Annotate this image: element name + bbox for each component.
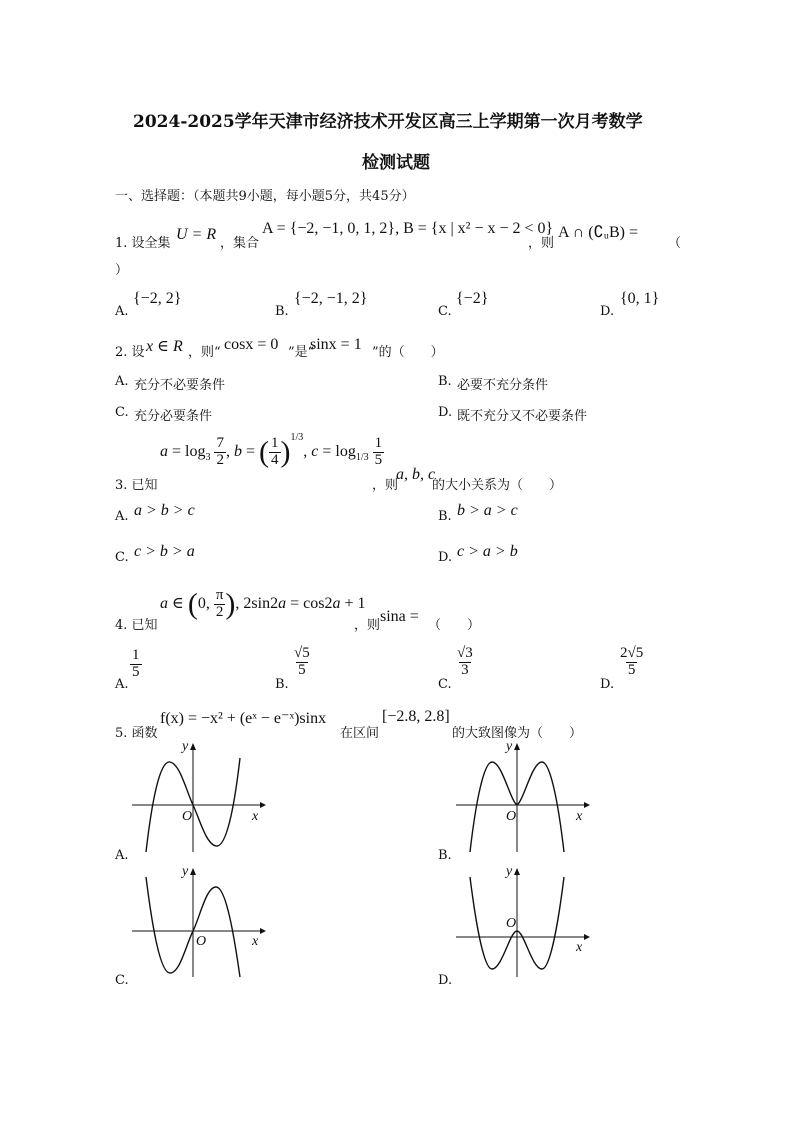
- q5-graph-B-origin: O: [506, 809, 517, 824]
- q4-option-A-letter[interactable]: A.: [115, 677, 129, 692]
- q1-number: 1. 设全集: [115, 236, 171, 251]
- q1-then: ，则: [528, 236, 555, 251]
- q1-universe: U = R: [176, 226, 217, 243]
- q1-option-B-letter[interactable]: B.: [275, 304, 289, 319]
- q2-option-A[interactable]: 充分不必要条件: [134, 378, 226, 393]
- q3-given-formula: $a = \log_3$ $\frac{7}{2}$ , b = ( $\frac{1}{4}$ )$^{1/3}$, $c = \log_{1/3}$ $\frac{1}{5}$: [160, 432, 383, 469]
- q4-option-D[interactable]: $\frac{2√5}{5}$: [620, 645, 644, 678]
- q5-graph-A[interactable]: [128, 740, 268, 855]
- q3-then: ，则: [372, 478, 399, 493]
- q5-interval: [−2.8, 2.8]: [382, 708, 450, 725]
- q3-vars: a, b, c: [396, 466, 436, 483]
- q2-mid2: ”是“: [288, 345, 315, 360]
- q3-option-B-letter[interactable]: B.: [438, 509, 452, 524]
- q1-mid: ，集合: [220, 236, 260, 251]
- q4-then: ，则: [354, 618, 381, 633]
- q5-option-C-letter[interactable]: C.: [115, 973, 129, 988]
- q3-suffix: 的大小关系为（ ）: [432, 478, 563, 493]
- q3-option-A[interactable]: a > b > c: [134, 502, 195, 519]
- q4-option-D-letter[interactable]: D.: [600, 677, 615, 692]
- q4-suffix: （ ）: [428, 618, 481, 633]
- q1-option-C-letter[interactable]: C.: [438, 304, 452, 319]
- q4-prefix: 4. 已知: [115, 618, 158, 633]
- q2-option-C-letter[interactable]: C.: [115, 405, 129, 420]
- q1-option-B[interactable]: {−2, −1, 2}: [294, 290, 368, 307]
- q5-graph-A-origin: O: [182, 809, 193, 824]
- q1-paren-close: ）: [115, 263, 129, 278]
- q5-graph-B-y-label: y: [506, 740, 513, 754]
- q5-graph-C-y-label: y: [182, 865, 189, 879]
- q5-graph-C[interactable]: [128, 865, 268, 980]
- q5-graph-A-y-label: y: [182, 740, 189, 754]
- q1-option-D-letter[interactable]: D.: [600, 304, 615, 319]
- q5-graph-D-x-label: x: [576, 940, 583, 955]
- q1-paren-open: （: [668, 236, 682, 251]
- q4-option-A[interactable]: $\frac{1}{5}$: [132, 647, 140, 680]
- page-title-line2: 检测试题: [362, 153, 430, 173]
- q5-graph-D-origin: O: [506, 916, 517, 931]
- q4-option-C-letter[interactable]: C.: [438, 677, 452, 692]
- q2-condition: x ∈ R: [146, 338, 183, 355]
- q2-option-B-letter[interactable]: B.: [438, 374, 452, 389]
- q1-expression: A ∩ (∁ᵤB) =: [558, 224, 638, 241]
- q4-option-B-letter[interactable]: B.: [275, 677, 289, 692]
- q5-function: f(x) = −x² + (eˣ − e⁻ˣ)sinx: [160, 710, 327, 727]
- q5-graph-D[interactable]: [452, 865, 592, 980]
- q5-graph-B-x-label: x: [576, 809, 583, 824]
- q2-p: cosx = 0: [224, 336, 279, 353]
- q3-option-D-letter[interactable]: D.: [438, 550, 453, 565]
- q2-option-D-letter[interactable]: D.: [438, 405, 453, 420]
- q5-graph-C-origin: O: [196, 934, 207, 949]
- q1-option-A-letter[interactable]: A.: [115, 304, 129, 319]
- q2-mid1: ，则“: [188, 345, 221, 360]
- q2-suffix: ”的（ ）: [372, 345, 444, 360]
- q5-graph-C-x-label: x: [252, 934, 259, 949]
- q1-set-definition: A = {−2, −1, 0, 1, 2}, B = {x | x² − x − 2 < 0}: [262, 220, 554, 237]
- q2-option-A-letter[interactable]: A.: [115, 374, 129, 389]
- q3-prefix: 3. 已知: [115, 478, 158, 493]
- q2-option-C[interactable]: 充分必要条件: [134, 409, 213, 424]
- q4-option-B[interactable]: $\frac{√5}{5}$: [294, 645, 310, 678]
- section-header: 一、选择题：（本题共9小题，每小题5分，共45分）: [115, 189, 415, 204]
- q2-q: sinx = 1: [310, 336, 362, 353]
- q5-graph-D-y-label: y: [506, 865, 513, 879]
- q3-option-C-letter[interactable]: C.: [115, 550, 129, 565]
- q3-option-A-letter[interactable]: A.: [115, 509, 129, 524]
- q5-graph-A-x-label: x: [252, 809, 259, 824]
- q4-option-C[interactable]: $\frac{√3}{3}$: [457, 645, 473, 678]
- q5-suffix: 的大致图像为（ ）: [452, 726, 583, 741]
- q3-option-D[interactable]: c > a > b: [457, 543, 518, 560]
- q5-option-B-letter[interactable]: B.: [438, 848, 452, 863]
- q2-option-B[interactable]: 必要不充分条件: [457, 378, 549, 393]
- q4-given-formula: a ∈ (0, $\frac{\pi}{2}$ ), 2sin2a = cos2a + 1: [160, 587, 366, 621]
- q5-graph-B[interactable]: [452, 740, 592, 855]
- page-title-line1: 2024-2025学年天津市经济技术开发区高三上学期第一次月考数学: [133, 112, 643, 132]
- q3-option-B[interactable]: b > a > c: [457, 502, 518, 519]
- q2-prefix: 2. 设: [115, 345, 145, 360]
- q5-option-D-letter[interactable]: D.: [438, 973, 453, 988]
- q5-mid: 在区间: [340, 726, 380, 741]
- q1-option-A[interactable]: {−2, 2}: [133, 290, 182, 307]
- q1-option-C[interactable]: {−2}: [456, 290, 489, 307]
- q4-expression: sina =: [380, 608, 419, 625]
- q2-option-D[interactable]: 既不充分又不必要条件: [457, 409, 588, 424]
- q5-option-A-letter[interactable]: A.: [115, 848, 129, 863]
- q1-option-D[interactable]: {0, 1}: [620, 290, 660, 307]
- q5-prefix: 5. 函数: [115, 726, 158, 741]
- q3-option-C[interactable]: c > b > a: [134, 543, 195, 560]
